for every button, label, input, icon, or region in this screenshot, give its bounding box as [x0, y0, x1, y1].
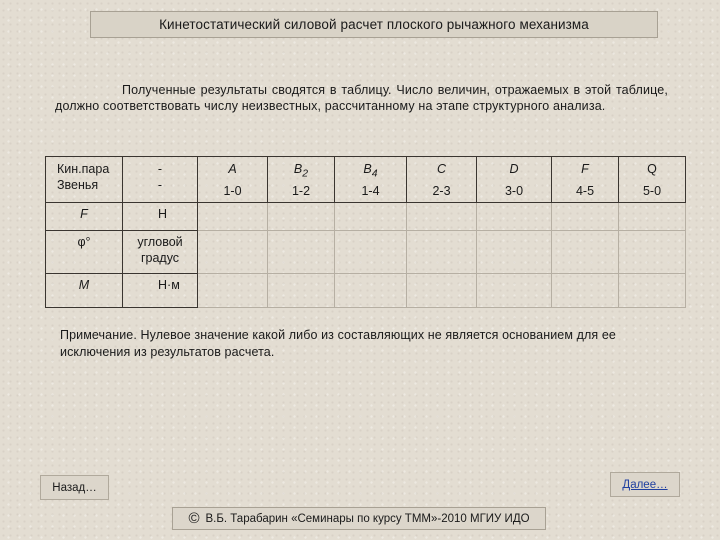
value-cell: [335, 202, 407, 230]
value-cell: [268, 230, 335, 273]
pair-name: [621, 161, 683, 183]
value-cell: [552, 273, 619, 307]
pair-letter: Q: [647, 162, 657, 176]
pair-links: 2-3: [432, 183, 451, 198]
table-row-angle: [46, 230, 686, 273]
value-cell: [619, 230, 686, 273]
pair-cell-b2: [268, 157, 335, 203]
angle-unit-line1: угловой: [137, 234, 183, 249]
pair-cell-d: [477, 157, 552, 203]
value-cell: [619, 273, 686, 307]
table-header-row: [46, 157, 686, 203]
next-button[interactable]: [610, 472, 680, 497]
back-button-label: Назад…: [52, 481, 97, 494]
value-cell: [407, 230, 477, 273]
header-label-top: Кин.пара: [57, 162, 110, 176]
pair-cell-b4: [335, 157, 407, 203]
moment-unit: Н·м: [123, 273, 198, 307]
pair-links: 4-5: [575, 183, 595, 198]
pair-name: [200, 161, 265, 183]
results-table: [45, 156, 686, 308]
value-cell: [198, 273, 268, 307]
pair-subscript: 2: [302, 168, 309, 180]
value-cell: [268, 273, 335, 307]
value-cell: [407, 202, 477, 230]
value-cell: [477, 273, 552, 307]
pair-name: [554, 161, 616, 183]
value-cell: [407, 273, 477, 307]
next-link[interactable]: Далее…: [622, 478, 668, 491]
angle-unit: [123, 230, 198, 273]
pair-letter: D: [509, 162, 519, 176]
value-cell: [335, 230, 407, 273]
header-unit-top: -: [157, 162, 163, 176]
angle-label: φ°: [46, 230, 123, 273]
header-label-bottom: Звенья: [57, 178, 99, 192]
back-button[interactable]: [40, 475, 109, 500]
pair-cell-a: [198, 157, 268, 203]
slide-title: [90, 11, 658, 38]
value-cell: [268, 202, 335, 230]
pair-links: 1-4: [361, 183, 380, 198]
pair-name: [337, 161, 404, 183]
pair-letter: C: [436, 162, 447, 176]
table-row-force: [46, 202, 686, 230]
intro-paragraph: Полученные результаты сводятся в таблицу. Число величин, отражаемых в этой таблице, должно соответствовать числу неизвестных, рассчитанному на этапе структурного анализа.: [55, 83, 668, 113]
value-cell: [477, 202, 552, 230]
force-unit: Н: [123, 202, 198, 230]
force-label: F: [46, 202, 123, 230]
value-cell: [619, 202, 686, 230]
pair-letter: A: [228, 162, 237, 176]
pair-links: 1-2: [291, 183, 311, 198]
pair-links: 3-0: [504, 183, 524, 198]
value-cell: [552, 202, 619, 230]
header-unit-bottom: -: [157, 178, 163, 192]
pair-cell-q: [619, 157, 686, 203]
footer-credit: [172, 507, 546, 530]
pair-links: 1-0: [223, 183, 242, 198]
pair-subscript: 4: [371, 168, 378, 180]
pair-letter: B: [363, 162, 372, 176]
footer-text: В.Б. Тарабарин «Семинары по курсу ТММ»-2010 МГИУ ИДО: [205, 512, 530, 525]
table-row-moment: [46, 273, 686, 307]
slide-title-text: Кинетостатический силовой расчет плоского рычажного механизма: [159, 17, 589, 32]
moment-label: M: [46, 273, 123, 307]
angle-unit-line2: градус: [140, 250, 180, 265]
value-cell: [198, 202, 268, 230]
pair-letter: B: [293, 162, 303, 176]
value-cell: [552, 230, 619, 273]
value-cell: [477, 230, 552, 273]
value-cell: [335, 273, 407, 307]
pair-cell-f: [552, 157, 619, 203]
copyright-icon: ©: [188, 510, 200, 527]
pair-letter: F: [581, 162, 589, 176]
pair-links: 5-0: [642, 183, 662, 198]
header-label-cell: [46, 157, 123, 203]
header-unit-cell: [123, 157, 198, 203]
pair-name: [479, 161, 549, 183]
pair-cell-c: [407, 157, 477, 203]
pair-name: [409, 161, 474, 183]
value-cell: [198, 230, 268, 273]
pair-name: [270, 161, 332, 183]
note-paragraph: Примечание. Нулевое значение какой либо из составляющих не является основанием для ее исключения из результатов расчета.: [60, 328, 616, 359]
